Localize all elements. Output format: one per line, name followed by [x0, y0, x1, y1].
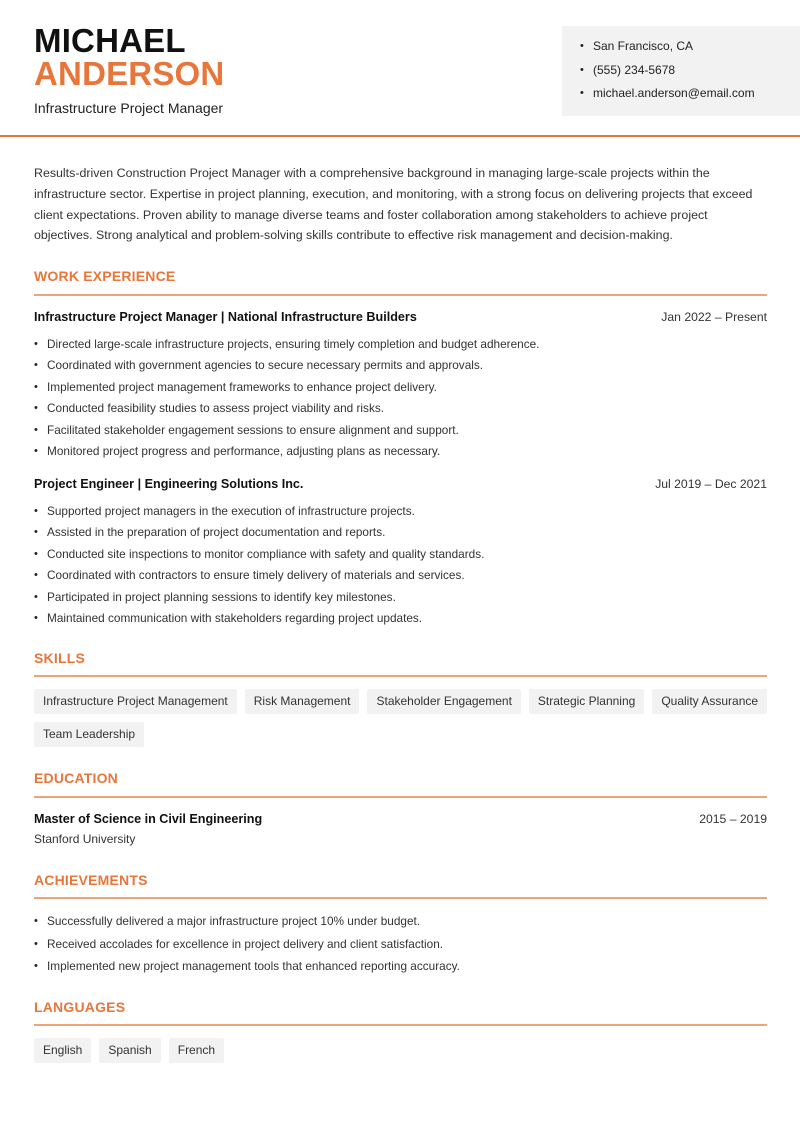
resume-header: [0, 0, 800, 137]
contact-box: [562, 26, 800, 116]
list-item: • Implemented new project management tools that enhanced reporting accuracy.: [34, 959, 460, 973]
section-divider: [34, 294, 767, 296]
job-bullets: [34, 336, 539, 464]
list-item: • Conducted site inspections to monitor compliance with safety and quality standards.: [34, 546, 485, 561]
skill-tag: Stakeholder Engagement: [367, 689, 520, 714]
language-tag: French: [169, 1038, 224, 1063]
job-header: [34, 477, 767, 491]
job-role: Project Engineer | Engineering Solutions Inc.: [34, 477, 304, 491]
first-name: MICHAEL: [34, 22, 186, 59]
list-item: • Coordinated with contractors to ensure timely delivery of materials and services.: [34, 568, 465, 583]
section-title-education: EDUCATION: [34, 770, 118, 786]
list-item: • Participated in project planning sessions to identify key milestones.: [34, 589, 396, 604]
professional-summary: Results-driven Construction Project Manager with a comprehensive background in managing large-scale projects within the infrastructure sector. Expertise in project planning, execution, and monitoring, with a strong focus on delivering projects that exceed client expectations. Proven ability to manage diverse teams and foster collaboration among stakeholders to achieve project objectives. Strong analytical and problem-solving skills contribute to effective risk management and decision-making.: [34, 166, 753, 243]
section-divider: [34, 796, 767, 798]
job-title: Infrastructure Project Manager: [34, 100, 224, 116]
section-title-languages: LANGUAGES: [34, 999, 126, 1015]
education-school: Stanford University: [34, 832, 136, 846]
skill-tag: Team Leadership: [34, 722, 144, 747]
skill-tag: Strategic Planning: [529, 689, 644, 714]
list-item: • Coordinated with government agencies to secure necessary permits and approvals.: [34, 358, 484, 373]
list-item: • Received accolades for excellence in project delivery and client satisfaction.: [34, 936, 444, 951]
list-item: • Maintained communication with stakeholders regarding project updates.: [34, 610, 423, 625]
list-item: • Conducted feasibility studies to assess project viability and risks.: [34, 401, 385, 416]
job-role: Infrastructure Project Manager | National Infrastructure Builders: [34, 310, 417, 324]
job-bullets: [34, 503, 484, 631]
list-item: • Successfully delivered a major infrastructure project 10% under budget.: [34, 914, 421, 928]
list-item: • Assisted in the preparation of project documentation and reports.: [34, 525, 386, 540]
language-tag: Spanish: [99, 1038, 160, 1063]
bullet-icon: •: [580, 40, 584, 52]
contact-phone: • (555) 234-5678: [580, 62, 676, 77]
list-item: • Facilitated stakeholder engagement sessions to ensure alignment and support.: [34, 422, 459, 437]
contact-location: • San Francisco, CA: [580, 39, 694, 53]
section-title-work: WORK EXPERIENCE: [34, 268, 176, 284]
bullet-icon: •: [580, 87, 584, 99]
last-name: ANDERSON: [34, 55, 225, 92]
bullet-icon: •: [580, 63, 584, 76]
section-divider: [34, 675, 767, 677]
job-dates: Jul 2019 – Dec 2021: [655, 477, 767, 491]
skill-tags: [34, 689, 774, 747]
education-header: [34, 812, 767, 826]
list-item: • Implemented project management frameworks to enhance project delivery.: [34, 379, 437, 394]
job-header: [34, 310, 767, 324]
education-years: 2015 – 2019: [699, 812, 767, 826]
job-dates: Jan 2022 – Present: [661, 310, 767, 324]
list-item: • Monitored project progress and performance, adjusting plans as necessary.: [34, 443, 441, 458]
language-tag: English: [34, 1038, 91, 1063]
section-divider: [34, 1024, 767, 1026]
section-title-achievements: ACHIEVEMENTS: [34, 872, 148, 888]
skill-tag: Risk Management: [245, 689, 360, 714]
achievement-list: [34, 913, 460, 981]
section-divider: [34, 897, 767, 899]
skill-tag: Infrastructure Project Management: [34, 689, 237, 714]
education-degree: Master of Science in Civil Engineering: [34, 812, 263, 826]
list-item: • Supported project managers in the execution of infrastructure projects.: [34, 504, 415, 518]
section-title-skills: SKILLS: [34, 650, 85, 666]
language-tags: [34, 1038, 774, 1063]
skill-tag: Quality Assurance: [652, 689, 767, 714]
contact-email: • michael.anderson@email.com: [580, 86, 755, 100]
list-item: • Directed large-scale infrastructure projects, ensuring timely completion and budget adherence.: [34, 337, 540, 351]
